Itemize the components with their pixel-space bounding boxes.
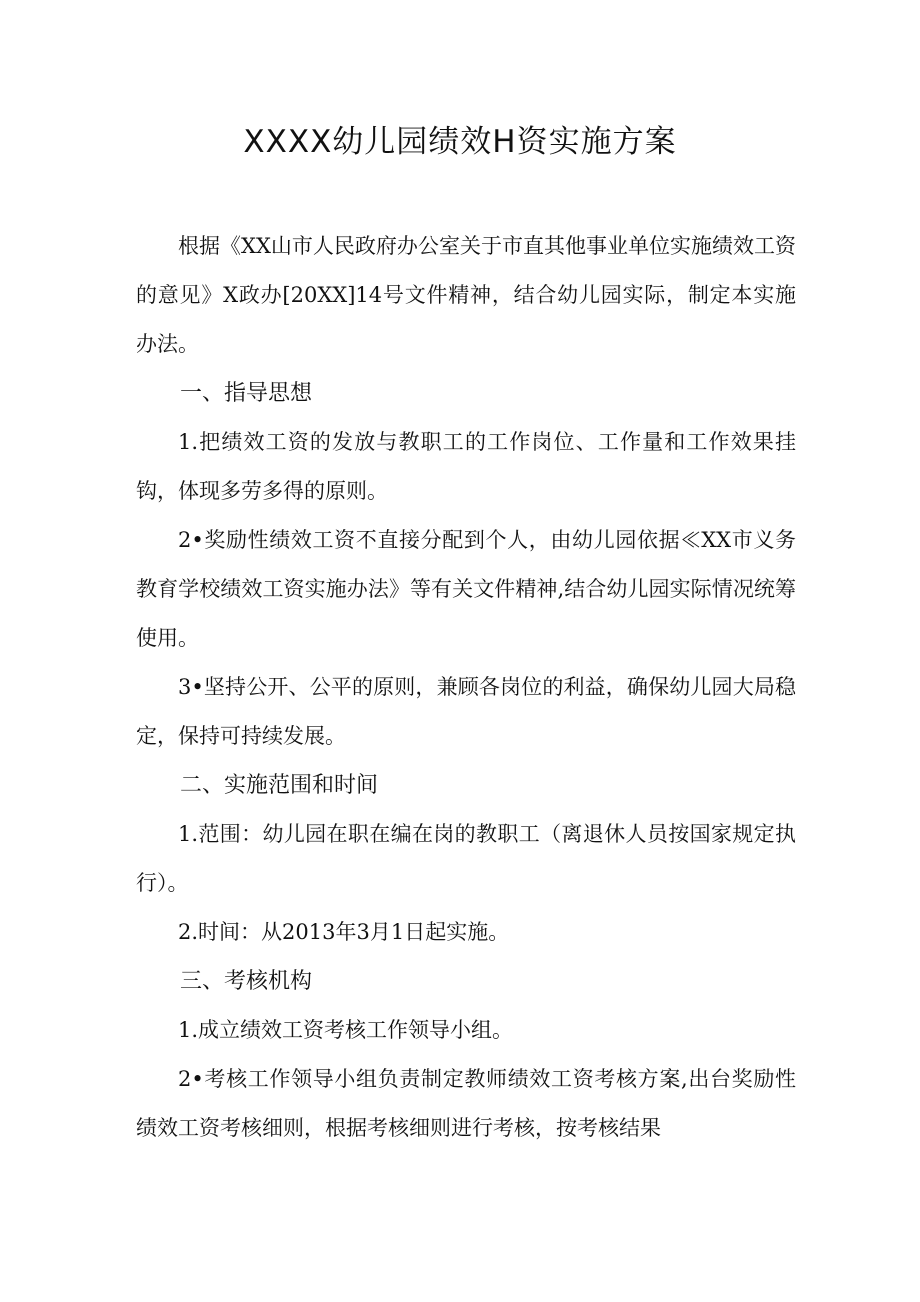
section-1-item-3: 3•坚持公开、公平的原则，兼顾各岗位的利益，确保幼儿园大局稳定，保持可持续发展。 [136, 675, 796, 748]
document-body [136, 222, 796, 1153]
section-2-item-2: 2.时间：从2013年3月1日起实施。 [178, 920, 510, 944]
section-1-item-1: 1.把绩效工资的发放与教职工的工作岗位、工作量和工作效果挂钩，体现多劳多得的原则。 [136, 430, 796, 503]
section-2-item-1: 1.范围：幼儿园在职在编在岗的教职工（离退休人员按国家规定执行）。 [136, 822, 796, 895]
section-heading-guiding-ideology: 一、指导思想 [180, 381, 313, 406]
intro-paragraph: 根据《XX山市人民政府办公室关于市直其他事业单位实施绩效工资的意见》X政办[20XX]14号文件精神，结合幼儿园实际，制定本实施办法。 [136, 234, 796, 356]
section-3-item-1: 1.成立绩效工资考核工作领导小组。 [178, 1018, 514, 1042]
document-title: XXXX幼儿园绩效H资实施方案 [243, 124, 677, 160]
section-1-item-2: 2•奖励性绩效工资不直接分配到个人，由幼儿园依据≪XX市义务教育学校绩效工资实施办法》等有关文件精神,结合幼儿园实际情况统筹使用。 [136, 528, 796, 650]
section-heading-assessment-body: 三、考核机构 [180, 969, 313, 994]
section-3-item-2: 2•考核工作领导小组负责制定教师绩效工资考核方案,出台奖励性绩效工资考核细则，根据考核细则进行考核，按考核结果 [136, 1067, 796, 1140]
section-heading-scope-and-time: 二、实施范围和时间 [180, 773, 379, 798]
